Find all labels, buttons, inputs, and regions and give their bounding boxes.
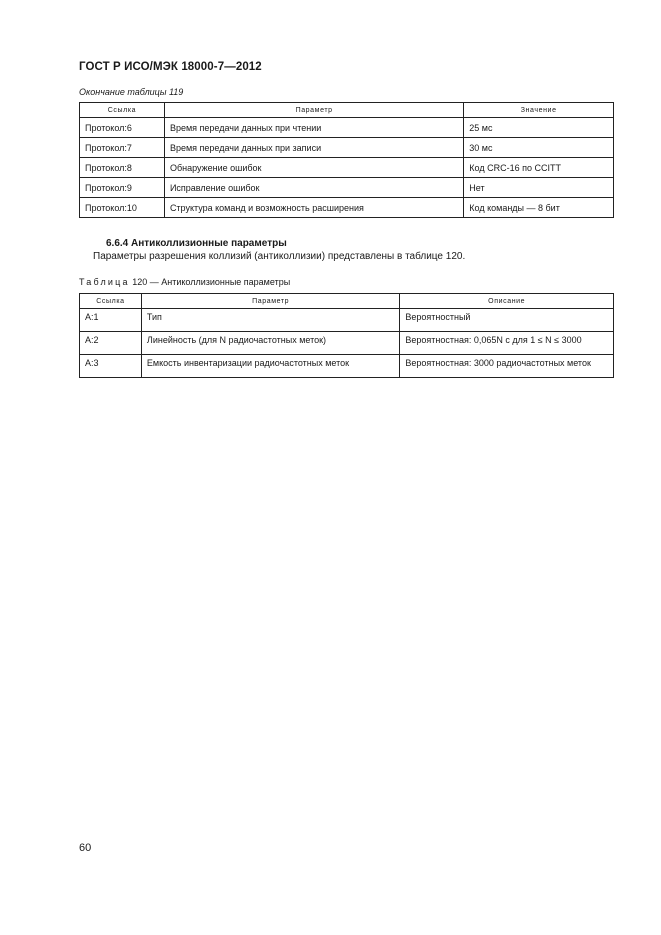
column-header-description: Описание <box>400 294 614 309</box>
cell-reference: Протокол:10 <box>80 198 165 218</box>
table-120-caption <box>79 277 290 287</box>
table-120 <box>79 293 614 378</box>
table-row <box>80 178 614 198</box>
section-paragraph: Параметры разрешения коллизий (антиколлизии) представлены в таблице 120. <box>93 251 466 262</box>
table-caption-label: Таблица <box>79 277 130 287</box>
section-heading: 6.6.4 Антиколлизионные параметры <box>106 238 287 249</box>
cell-reference: Протокол:7 <box>80 138 165 158</box>
column-header-reference: Ссылка <box>80 103 165 118</box>
table-caption-text: 120 — Антиколлизионные параметры <box>129 277 291 287</box>
cell-description: Вероятностная: 3000 радиочастотных меток <box>400 355 614 378</box>
cell-parameter: Структура команд и возможность расширения <box>164 198 463 218</box>
cell-parameter: Время передачи данных при записи <box>164 138 463 158</box>
cell-description: Вероятностный <box>400 309 614 332</box>
cell-reference: Протокол:9 <box>80 178 165 198</box>
cell-value: Код команды — 8 бит <box>464 198 614 218</box>
column-header-parameter: Параметр <box>164 103 463 118</box>
table-row <box>80 118 614 138</box>
cell-parameter: Линейность (для N радиочастотных меток) <box>141 332 399 355</box>
cell-reference: А:1 <box>80 309 142 332</box>
table-119 <box>79 102 614 218</box>
column-header-value: Значение <box>464 103 614 118</box>
table-119-caption: Окончание таблицы 119 <box>79 87 184 97</box>
cell-value: Нет <box>464 178 614 198</box>
page-number: 60 <box>79 842 92 854</box>
table-row <box>80 158 614 178</box>
cell-reference: А:3 <box>80 355 142 378</box>
column-header-reference: Ссылка <box>80 294 142 309</box>
table-row <box>80 138 614 158</box>
table-row <box>80 355 614 378</box>
column-header-parameter: Параметр <box>141 294 399 309</box>
table-header-row <box>80 294 614 309</box>
cell-parameter: Исправление ошибок <box>164 178 463 198</box>
table-row <box>80 309 614 332</box>
cell-reference: А:2 <box>80 332 142 355</box>
cell-value: 25 мс <box>464 118 614 138</box>
cell-value: 30 мс <box>464 138 614 158</box>
table-row <box>80 332 614 355</box>
cell-parameter: Емкость инвентаризации радиочастотных меток <box>141 355 399 378</box>
table-header-row <box>80 103 614 118</box>
cell-reference: Протокол:6 <box>80 118 165 138</box>
cell-parameter: Тип <box>141 309 399 332</box>
cell-value: Код CRC-16 по CCITT <box>464 158 614 178</box>
cell-description: Вероятностная: 0,065N с для 1 ≤ N ≤ 3000 <box>400 332 614 355</box>
cell-parameter: Обнаружение ошибок <box>164 158 463 178</box>
cell-reference: Протокол:8 <box>80 158 165 178</box>
page-header: ГОСТ Р ИСО/МЭК 18000-7—2012 <box>79 61 262 73</box>
cell-parameter: Время передачи данных при чтении <box>164 118 463 138</box>
table-row <box>80 198 614 218</box>
